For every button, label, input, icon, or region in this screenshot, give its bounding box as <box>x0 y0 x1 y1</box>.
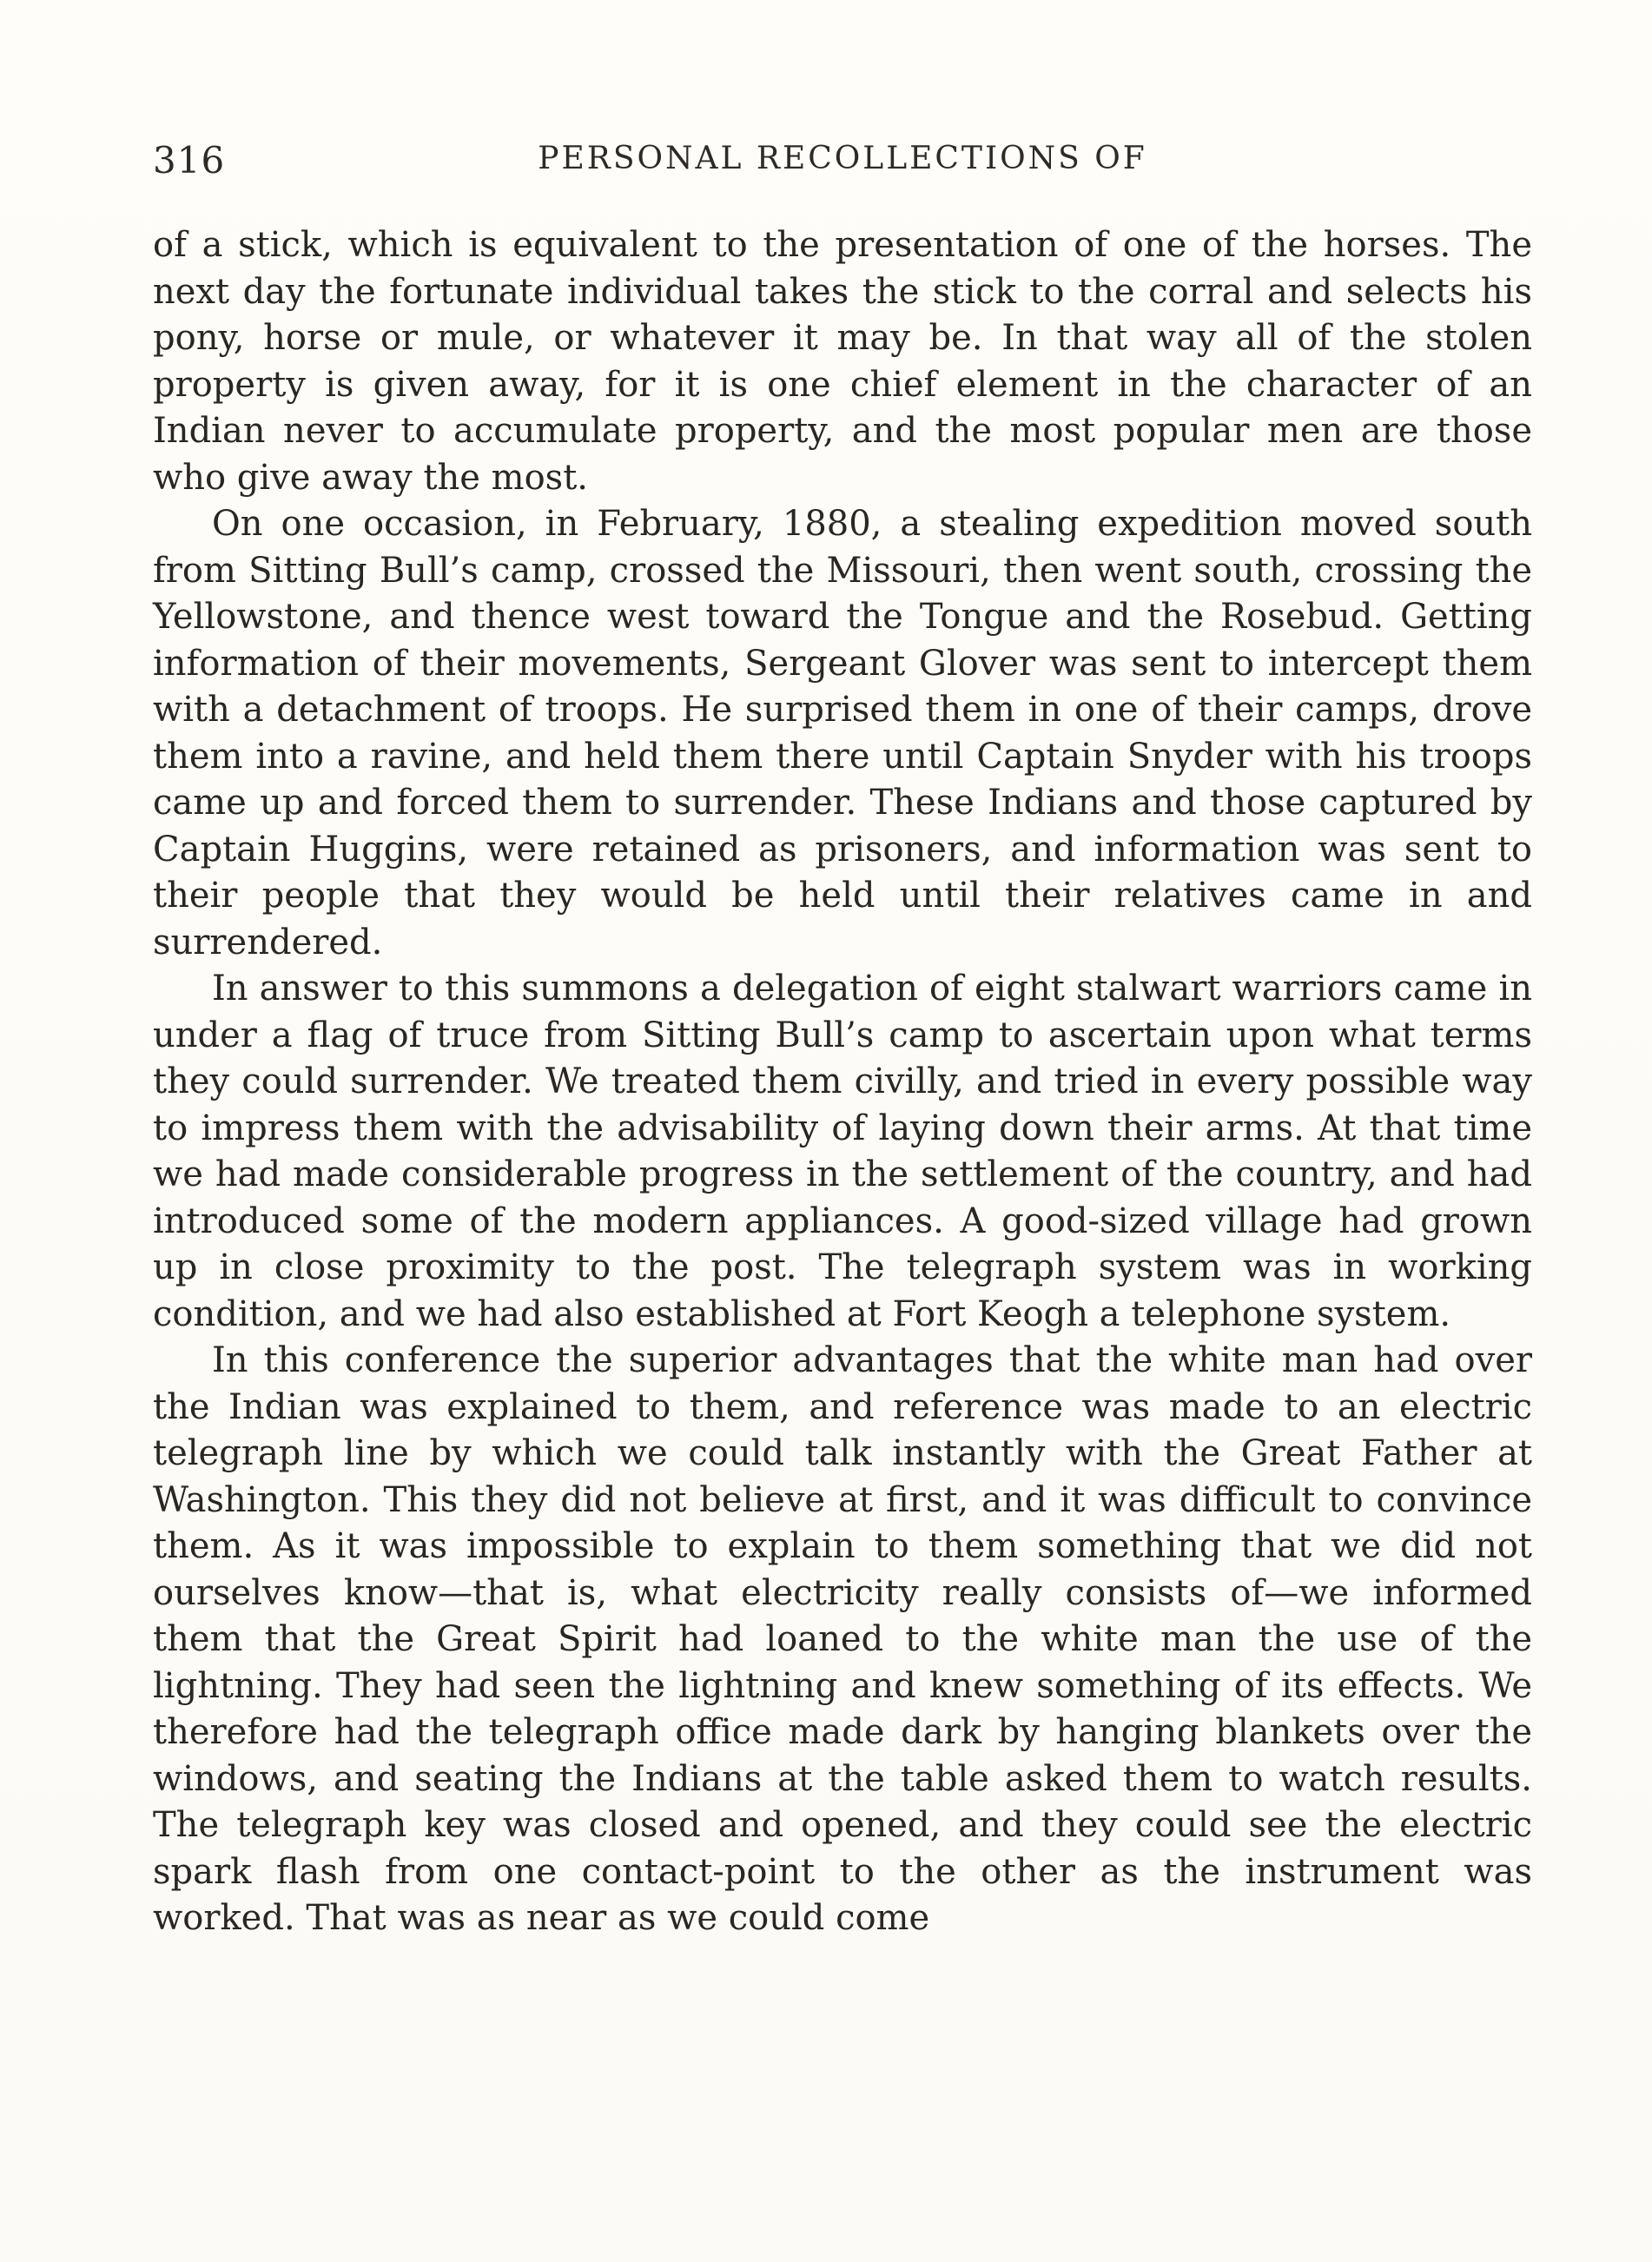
page-header <box>153 139 1532 191</box>
paragraph-1: of a stick, which is equivalent to the presentation of one of the horses. The next day the fortunate individual takes the stick to the corral and selects his pony, horse or mule, or whatever it may be. In that way all of the stolen property is given away, for it is one chief element in the character of an Indian never to accumulate property, and the most popular men are those who give away the most. <box>153 225 1532 498</box>
body-text <box>153 222 1532 1942</box>
running-head: PERSONAL RECOLLECTIONS OF <box>538 141 1147 176</box>
paragraph-3: In answer to this summons a delegation of eight stalwart warriors came in under a flag of truce from Sitting Bull’s camp to ascertain upon what terms they could surrender. We treated them civilly, and tried in every possible way to impress them with the advisability of laying down their arms. At that time we had made considerable progress in the settlement of the country, and had introduced some of the modern appliances. A good-sized village had grown up in close proximity to the post. The telegraph system was in working condition, and we had also established at Fort Keogh a telephone system. <box>153 969 1532 1334</box>
page-number: 316 <box>153 139 226 182</box>
paragraph-4: In this conference the superior advantages that the white man had over the Indian was explained to them, and reference was made to an electric telegraph line by which we could talk instantly with the Great Father at Washington. This they did not believe at first, and it was difficult to convince them. As it was impossible to explain to them something that we did not ourselves know—that is, what electricity really consists of—we informed them that the Great Spirit had loaned to the white man the use of the lightning. They had seen the lightning and knew something of its effects. We therefore had the telegraph office made dark by hanging blankets over the windows, and seating the Indians at the table asked them to watch results. The telegraph key was closed and opened, and they could see the electric spark flash from one contact-point to the other as the instrument was worked. That was as near as we could come <box>153 1340 1532 1938</box>
paragraph-2: On one occasion, in February, 1880, a stealing expedition moved south from Sitting Bull’s camp, crossed the Missouri, then went south, crossing the Yellowstone, and thence west toward the Tongue and the Rosebud. Getting information of their movements, Sergeant Glover was sent to intercept them with a detachment of troops. He surprised them in one of their camps, drove them into a ravine, and held them there until Captain Snyder with his troops came up and forced them to surrender. These Indians and those captured by Captain Huggins, were retained as prisoners, and information was sent to their people that they would be held until their relatives came in and surrendered. <box>153 504 1532 962</box>
